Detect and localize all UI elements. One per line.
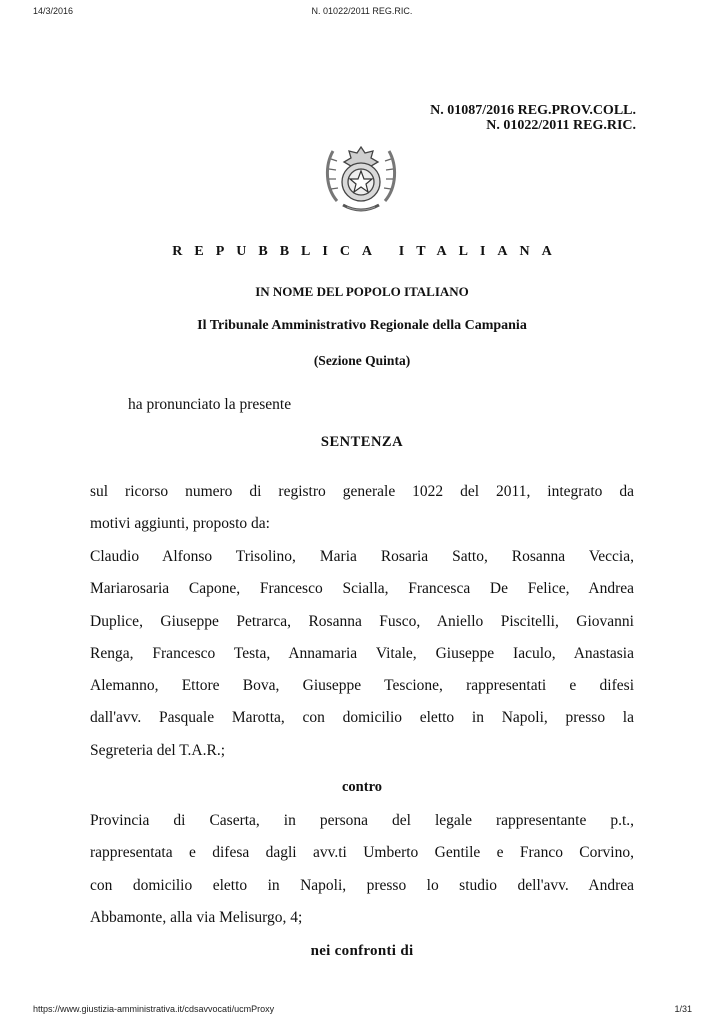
paragraph-line: Provincia di Caserta, in persona del legale rappresentante p.t.,	[90, 812, 634, 829]
resistente-paragraph	[90, 805, 634, 934]
paragraph-line: Segreteria del T.A.R.;	[90, 741, 226, 759]
republic-heading: REPUBBLICA ITALIANA	[172, 244, 564, 259]
page-counter: 1/31	[674, 1004, 692, 1014]
paragraph-line: Claudio Alfonso Trisolino, Maria Rosaria Satto, Rosanna Veccia,	[90, 548, 634, 565]
emblem-of-italy-icon	[323, 135, 399, 221]
reg-ric: N. 01022/2011 REG.RIC.	[486, 118, 636, 133]
paragraph-line: dall'avv. Pasquale Marotta, con domicilio eletto in Napoli, presso la	[90, 709, 634, 727]
section-name: (Sezione Quinta)	[313, 353, 411, 368]
reg-prov-coll: N. 01087/2016 REG.PROV.COLL.	[430, 103, 636, 118]
paragraph-line: Duplice, Giuseppe Petrarca, Rosanna Fusco, Aniello Piscitelli, Giovanni	[90, 612, 634, 630]
tribunal-name: Il Tribunale Amministrativo Regionale della Campania	[197, 318, 527, 333]
paragraph-line: con domicilio eletto in Napoli, presso lo studio dell'avv. Andrea	[90, 876, 634, 894]
paragraph-line: sul ricorso numero di registro generale 1022 del 2011, integrato da	[90, 483, 634, 500]
intro-text: ha pronunciato la presente	[128, 396, 292, 413]
registry-numbers	[430, 103, 636, 133]
print-date: 14/3/2016	[33, 6, 74, 16]
print-title: N. 01022/2011 REG.RIC.	[311, 6, 413, 16]
paragraph-line: Alemanno, Ettore Bova, Giuseppe Tescione, rappresentati e difesi	[90, 677, 634, 695]
paragraph-line: Mariarosaria Capone, Francesco Scialla, Francesca De Felice, Andrea	[90, 580, 634, 598]
paragraph-line: Abbamonte, alla via Melisurgo, 4;	[90, 908, 303, 926]
nei-confronti-heading: nei confronti di	[310, 943, 414, 959]
in-nome-heading: IN NOME DEL POPOLO ITALIANO	[255, 284, 469, 299]
ricorso-paragraph	[90, 476, 634, 541]
ricorrenti-paragraph	[90, 541, 634, 767]
sentenza-heading: SENTENZA	[320, 434, 404, 450]
paragraph-line: Renga, Francesco Testa, Annamaria Vitale, Giuseppe Iaculo, Anastasia	[90, 644, 634, 662]
contro-heading: contro	[341, 779, 382, 795]
paragraph-line: rappresentata e difesa dagli avv.ti Umberto Gentile e Franco Corvino,	[90, 844, 634, 862]
paragraph-line: motivi aggiunti, proposto da:	[90, 515, 270, 533]
print-url[interactable]: https://www.giustizia-amministrativa.it/cdsavvocati/ucmProxy	[33, 1004, 275, 1014]
